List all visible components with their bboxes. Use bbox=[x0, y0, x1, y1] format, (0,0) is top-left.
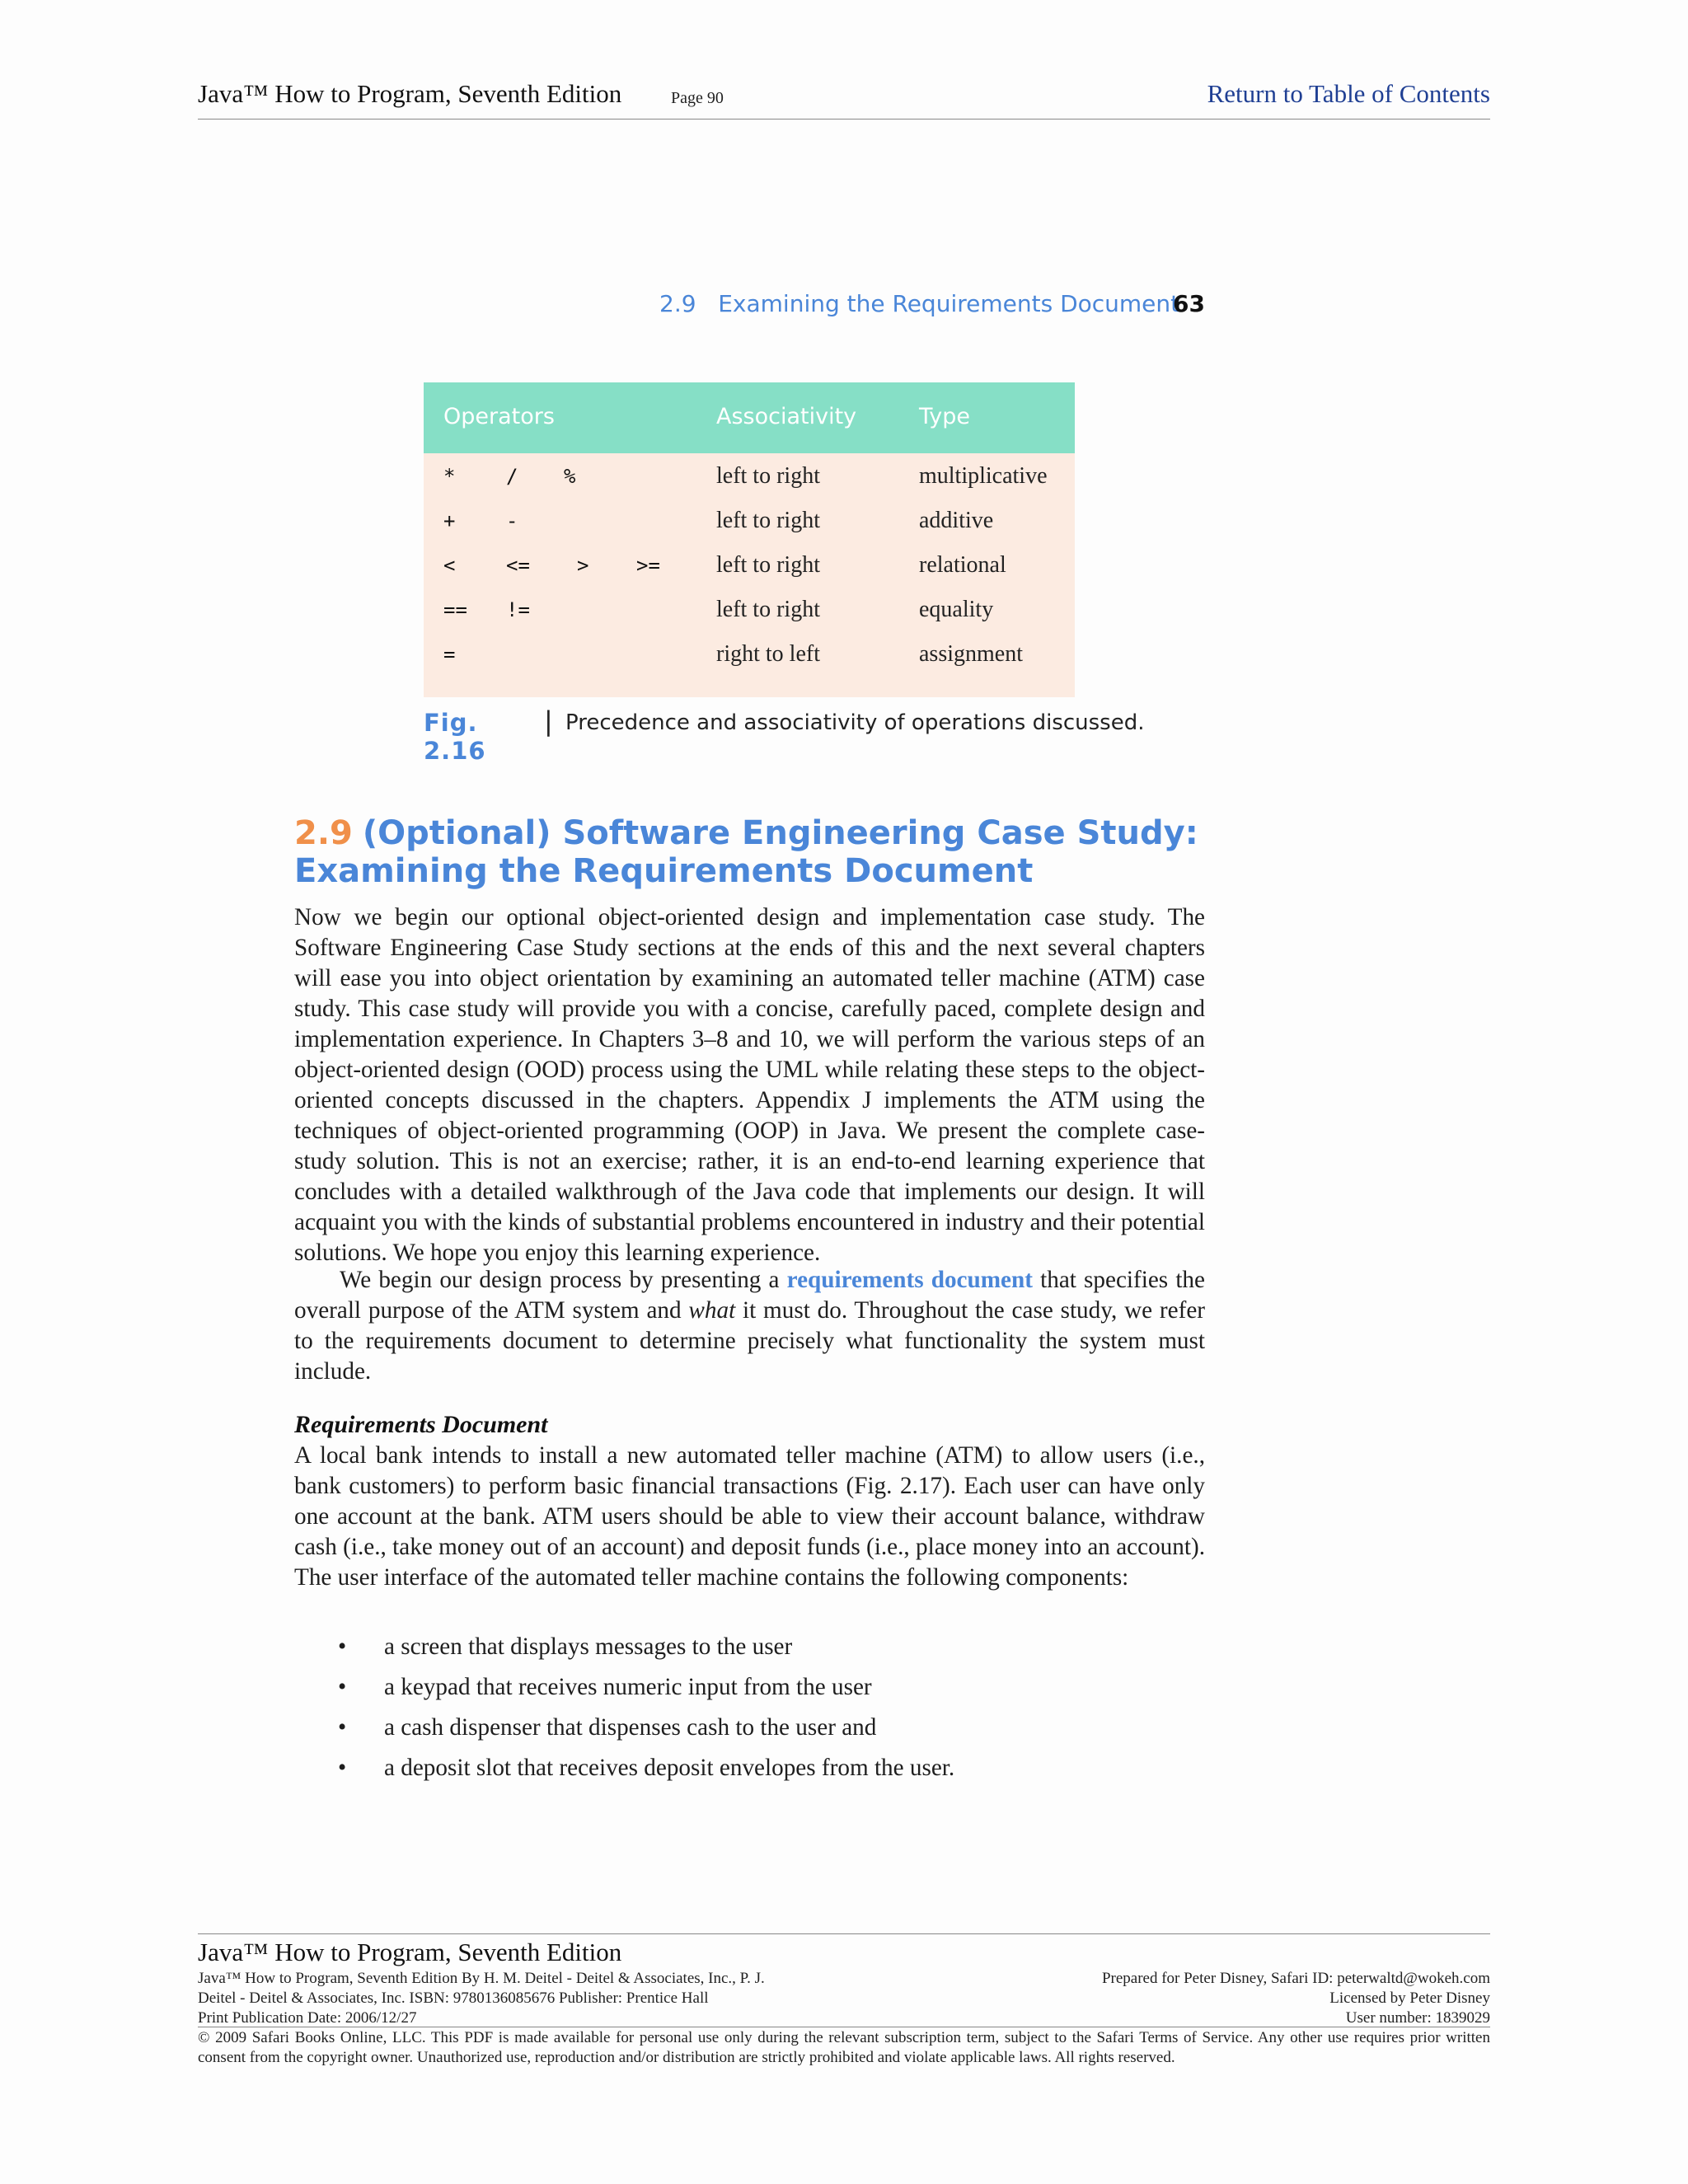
emphasis: what bbox=[688, 1297, 736, 1324]
table-header bbox=[424, 382, 1075, 453]
type-cell: multiplicative bbox=[919, 463, 1048, 489]
table-row bbox=[424, 643, 1075, 687]
operator: < bbox=[443, 554, 456, 577]
associativity-cell: left to right bbox=[716, 597, 820, 622]
top-header bbox=[198, 76, 1490, 120]
section-heading bbox=[294, 814, 1217, 890]
operator: / bbox=[506, 465, 518, 488]
table-row bbox=[424, 554, 1075, 598]
footer-line: Deitel - Deitel & Associates, Inc. ISBN: 9780136085676 Publisher: Prentice Hall bbox=[198, 1990, 709, 2007]
page-label: Page 90 bbox=[671, 89, 724, 107]
operator: > bbox=[577, 554, 589, 577]
text-run: We begin our design process by presenting a bbox=[340, 1267, 787, 1293]
associativity-cell: left to right bbox=[716, 508, 820, 533]
operator: - bbox=[506, 509, 518, 532]
footer-line: Licensed by Peter Disney bbox=[1329, 1990, 1490, 2007]
type-cell: additive bbox=[919, 508, 994, 533]
body-paragraph bbox=[294, 1265, 1205, 1387]
section-number: 2.9 bbox=[294, 814, 353, 852]
type-cell: assignment bbox=[919, 641, 1023, 667]
operator: = bbox=[443, 643, 456, 666]
type-cell: relational bbox=[919, 552, 1006, 578]
list-item-text: a keypad that receives numeric input from the user bbox=[384, 1674, 872, 1700]
footer-line: User number: 1839029 bbox=[1345, 2009, 1490, 2027]
table-of-contents-link[interactable]: Return to Table of Contents bbox=[1207, 79, 1490, 108]
bullet-icon: • bbox=[338, 1714, 347, 1741]
footer-title: Java™ How to Program, Seventh Edition bbox=[198, 1938, 622, 1966]
associativity-cell: right to left bbox=[716, 641, 820, 667]
text-run: it must do. Throughout the case study, we refer to the requirements document to determine precisely what functionality the system must include. bbox=[294, 1297, 1205, 1385]
operator: >= bbox=[636, 554, 660, 577]
list-item-text: a screen that displays messages to the user bbox=[384, 1633, 793, 1660]
header-operators: Operators bbox=[443, 404, 555, 429]
bullet-icon: • bbox=[338, 1674, 347, 1700]
figure-caption-text: Precedence and associativity of operations discussed. bbox=[565, 710, 1145, 735]
operator: * bbox=[443, 465, 456, 488]
operator: != bbox=[506, 598, 530, 621]
type-cell: equality bbox=[919, 597, 994, 622]
key-term: requirements document bbox=[786, 1267, 1033, 1293]
page-footer bbox=[198, 1933, 1490, 2074]
table-row bbox=[424, 598, 1075, 643]
footer-line: Prepared for Peter Disney, Safari ID: peterwaltd@wokeh.com bbox=[1101, 1970, 1490, 1987]
operator-table bbox=[424, 382, 1075, 697]
header-associativity: Associativity bbox=[716, 404, 857, 429]
operator: <= bbox=[506, 554, 530, 577]
header-type: Type bbox=[919, 404, 971, 429]
bullet-icon: • bbox=[338, 1633, 347, 1660]
running-head bbox=[659, 290, 1205, 323]
table-row bbox=[424, 509, 1075, 554]
body-paragraph: Now we begin our optional object-oriented design and implementation case study. The Software Engineering Case Study sections at the ends of this and the next several chapters will ease you into object orientation by examining an automated teller machine (ATM) case study. This case study will provide you with a concise, carefully paced, complete design and implementation experience. In Chapters 3–8 and 10, we will perform the various steps of an object-oriented design (OOD) process using the UML while relating these steps to the object-oriented concepts discussed in the chapters. Appendix J implements the ATM using the techniques of object-oriented programming (OOP) in Java. We present the complete case-study solution. This is not an exercise; rather, it is an end-to-end learning experience that concludes with a detailed walkthrough of the Java code that implements our design. It will acquaint you with the kinds of substantial problems encountered in industry and their potential solutions. We hope you enjoy this learning experience. bbox=[294, 904, 1205, 1266]
bullet-icon: • bbox=[338, 1755, 347, 1781]
running-head-title: 2.9 Examining the Requirements Document bbox=[659, 290, 1180, 317]
book-title: Java™ How to Program, Seventh Edition bbox=[198, 79, 622, 108]
table-row bbox=[424, 465, 1075, 509]
associativity-cell: left to right bbox=[716, 552, 820, 578]
table-body bbox=[424, 453, 1075, 697]
list-item-text: a deposit slot that receives deposit envelopes from the user. bbox=[384, 1755, 955, 1781]
page-number: 63 bbox=[1173, 290, 1205, 317]
associativity-cell: left to right bbox=[716, 463, 820, 489]
footer-line: Java™ How to Program, Seventh Edition By H. M. Deitel - Deitel & Associates, Inc., P. J. bbox=[198, 1970, 765, 1987]
operator: == bbox=[443, 598, 467, 621]
section-title: (Optional) Software Engineering Case Study: Examining the Requirements Document bbox=[294, 814, 1198, 890]
text-run: that specifies the overall purpose of the ATM system and bbox=[294, 1267, 1205, 1324]
figure-label: Fig. 2.16 bbox=[424, 709, 486, 765]
operator: + bbox=[443, 509, 456, 532]
operator: % bbox=[564, 465, 576, 488]
footer-line: Print Publication Date: 2006/12/27 bbox=[198, 2009, 417, 2027]
body-paragraph: A local bank intends to install a new automated teller machine (ATM) to allow users (i.e., bank customers) to perform basic financial transactions (Fig. 2.17). Each user can have only one account at the bank. ATM users should be able to view their account balance, withdraw cash (i.e., take money out of an account) and deposit funds (i.e., place money into an account). The user interface of the automated teller machine contains the following components: bbox=[294, 1442, 1205, 1591]
list-item-text: a cash dispenser that dispenses cash to the user and bbox=[384, 1714, 877, 1741]
copyright-notice: © 2009 Safari Books Online, LLC. This PDF is made available for personal use only during the relevant subscription term, subject to the Safari Terms of Service. Any other use requires prior written consent from the copyright owner. Unauthorized use, reproduction and/or distribution are strictly prohibited and violate applicable laws. All rights reserved. bbox=[198, 2029, 1490, 2066]
subsection-heading: Requirements Document bbox=[294, 1411, 548, 1438]
caption-separator: | bbox=[544, 705, 553, 737]
